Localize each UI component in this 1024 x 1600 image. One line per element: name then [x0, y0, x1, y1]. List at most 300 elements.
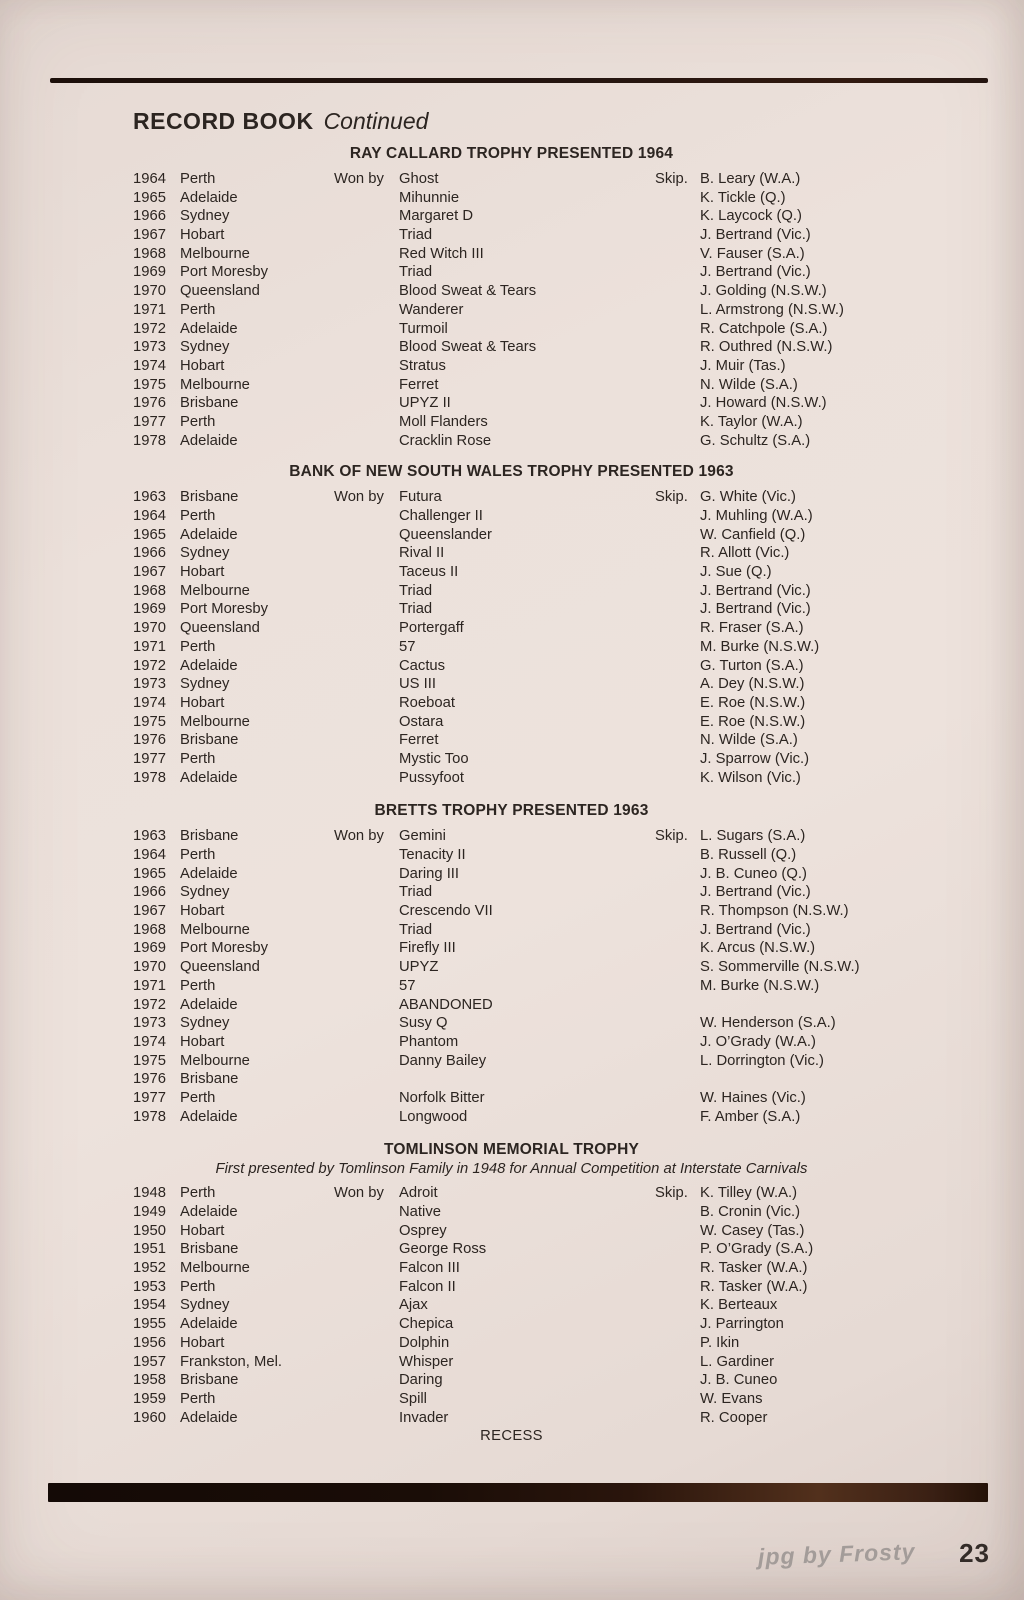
won-by-label — [334, 977, 399, 996]
row-skipper: S. Sommerville (N.S.W.) — [700, 959, 860, 976]
skip-label — [655, 1334, 700, 1353]
won-by-label: Won by — [334, 489, 384, 506]
row-year: 1974 — [133, 694, 166, 711]
row-boat: Ferret — [399, 732, 439, 749]
row-year: 1964 — [133, 171, 166, 187]
won-by-label — [334, 263, 399, 282]
won-by-label — [334, 713, 399, 732]
row-year: 1958 — [133, 1372, 166, 1389]
row-skipper: K. Tickle (Q.) — [700, 189, 786, 206]
row-year: 1973 — [133, 676, 166, 693]
row-year: 1968 — [133, 582, 166, 599]
skip-label — [655, 320, 700, 339]
skip-label — [655, 1070, 700, 1089]
row-year: 1977 — [133, 413, 166, 430]
row-city: Hobart — [180, 227, 225, 244]
row-boat: Native — [399, 1204, 441, 1220]
won-by-label — [334, 563, 399, 582]
row-city: Sydney — [180, 884, 230, 901]
row-skipper: K. Tilley (W.A.) — [700, 1185, 798, 1202]
skip-label — [655, 394, 700, 413]
skip-label — [655, 582, 700, 601]
row-year: 1967 — [133, 564, 166, 581]
row-boat: UPYZ — [399, 959, 439, 976]
skip-label — [655, 619, 700, 638]
row-city: Adelaide — [180, 526, 238, 543]
row-year: 1967 — [133, 903, 166, 920]
section-title: BANK OF NEW SOUTH WALES TROPHY PRESENTED 1963 — [289, 463, 734, 481]
row-skipper: N. Wilde (S.A.) — [700, 732, 798, 749]
row-boat: Gemini — [399, 828, 446, 845]
row-skipper: J. Muhling (W.A.) — [700, 508, 813, 524]
row-skipper: M. Burke (N.S.W.) — [700, 638, 820, 655]
row-boat: 57 — [399, 977, 416, 994]
section-rows — [133, 827, 890, 1126]
skip-label — [655, 1409, 700, 1428]
won-by-label — [334, 958, 399, 977]
row-boat: Ghost — [399, 171, 439, 187]
row-year: 1964 — [133, 847, 166, 863]
row-city: Perth — [180, 508, 216, 524]
row-boat: Daring III — [399, 865, 460, 882]
row-skipper: A. Dey (N.S.W.) — [700, 676, 805, 693]
won-by-label — [334, 921, 399, 940]
skip-label — [655, 1052, 700, 1071]
row-city: Brisbane — [180, 1241, 239, 1258]
skip-label — [655, 731, 700, 750]
row-city: Hobart — [180, 694, 225, 711]
won-by-label — [334, 883, 399, 902]
skip-label — [655, 357, 700, 376]
row-skipper: J. Bertrand (Vic.) — [700, 884, 811, 901]
row-city: Sydney — [180, 1297, 230, 1314]
skip-label — [655, 750, 700, 769]
row-city: Perth — [180, 750, 216, 767]
skip-label — [655, 865, 700, 884]
row-skipper: J. Bertrand (Vic.) — [700, 601, 811, 618]
skip-label — [655, 432, 700, 451]
row-year: 1970 — [133, 283, 166, 300]
row-year: 1953 — [133, 1278, 166, 1295]
row-skipper: M. Burke (N.S.W.) — [700, 977, 820, 994]
skip-label — [655, 846, 700, 865]
page-title-continued: Continued — [323, 108, 429, 134]
row-boat: George Ross — [399, 1241, 487, 1258]
skip-label — [655, 338, 700, 357]
row-boat: Portergaff — [399, 620, 464, 637]
row-year: 1969 — [133, 264, 166, 281]
won-by-label — [334, 1222, 399, 1241]
row-city: Adelaide — [180, 432, 238, 449]
won-by-label — [334, 357, 399, 376]
row-boat: ABANDONED — [399, 996, 493, 1013]
row-skipper: W. Haines (Vic.) — [700, 1089, 806, 1106]
won-by-label — [334, 638, 399, 657]
skip-label: Skip. — [655, 1185, 688, 1202]
row-city: Brisbane — [180, 1372, 239, 1389]
won-by-label — [334, 282, 399, 301]
row-city: Brisbane — [180, 732, 239, 749]
page-title: RECORD BOOK — [133, 108, 314, 134]
row-year: 1975 — [133, 713, 166, 730]
row-year: 1977 — [133, 750, 166, 767]
row-boat: US III — [399, 676, 436, 693]
row-year: 1965 — [133, 865, 166, 882]
row-year: 1952 — [133, 1260, 166, 1277]
row-skipper: K. Berteaux — [700, 1297, 778, 1314]
row-boat: Ajax — [399, 1297, 428, 1314]
row-year: 1955 — [133, 1316, 166, 1333]
skip-label — [655, 413, 700, 432]
row-year: 1974 — [133, 1033, 166, 1050]
row-year: 1968 — [133, 245, 166, 262]
row-skipper: R. Tasker (W.A.) — [700, 1260, 808, 1277]
row-boat: Longwood — [399, 1108, 468, 1125]
won-by-label — [334, 769, 399, 788]
skip-label — [655, 1390, 700, 1409]
row-boat: 57 — [399, 638, 416, 655]
row-boat: Triad — [399, 601, 433, 618]
row-year: 1964 — [133, 508, 166, 524]
row-city: Hobart — [180, 903, 225, 920]
section-rows — [133, 488, 890, 787]
skip-label — [655, 544, 700, 563]
row-skipper: B. Cronin (Vic.) — [700, 1204, 801, 1220]
section-title: BRETTS TROPHY PRESENTED 1963 — [374, 802, 649, 820]
won-by-label — [334, 1014, 399, 1033]
row-year: 1972 — [133, 996, 166, 1013]
row-boat: Stratus — [399, 357, 446, 374]
skip-label — [655, 1259, 700, 1278]
row-skipper: B. Russell (Q.) — [700, 847, 797, 863]
row-year: 1972 — [133, 320, 166, 337]
won-by-label — [334, 619, 399, 638]
row-boat: Challenger II — [399, 508, 483, 524]
skip-label — [655, 526, 700, 545]
won-by-label: Won by — [334, 171, 384, 187]
won-by-label — [334, 1070, 399, 1089]
skip-label — [655, 1240, 700, 1259]
row-skipper: R. Outhred (N.S.W.) — [700, 339, 833, 356]
row-boat: Chepica — [399, 1316, 454, 1333]
trophy-section — [133, 145, 890, 450]
row-skipper: J. Bertrand (Vic.) — [700, 227, 811, 244]
row-boat: Wanderer — [399, 301, 464, 318]
row-city: Frankston, Mel. — [180, 1353, 282, 1370]
row-city: Adelaide — [180, 657, 238, 674]
won-by-label — [334, 320, 399, 339]
row-city: Melbourne — [180, 582, 250, 599]
skip-label — [655, 958, 700, 977]
page-header — [133, 108, 428, 135]
row-city: Sydney — [180, 545, 230, 562]
won-by-label — [334, 432, 399, 451]
won-by-label — [334, 582, 399, 601]
row-city: Perth — [180, 977, 216, 994]
row-boat: Triad — [399, 264, 433, 281]
won-by-label — [334, 600, 399, 619]
row-skipper: W. Canfield (Q.) — [700, 526, 806, 543]
scan-credit: jpg by Frosty — [757, 1538, 916, 1570]
row-city: Adelaide — [180, 1409, 238, 1426]
row-skipper: G. Turton (S.A.) — [700, 657, 804, 674]
won-by-label — [334, 1203, 399, 1222]
row-boat: Daring — [399, 1372, 443, 1389]
skip-label — [655, 600, 700, 619]
row-boat: Moll Flanders — [399, 413, 488, 430]
won-by-label — [334, 1371, 399, 1390]
row-year: 1957 — [133, 1353, 166, 1370]
row-boat: Norfolk Bitter — [399, 1089, 485, 1106]
row-year: 1951 — [133, 1241, 166, 1258]
won-by-label — [334, 245, 399, 264]
row-year: 1975 — [133, 1052, 166, 1069]
row-city: Perth — [180, 1089, 216, 1106]
skip-label — [655, 1203, 700, 1222]
row-skipper: R. Catchpole (S.A.) — [700, 320, 828, 337]
row-year: 1969 — [133, 940, 166, 957]
row-city: Sydney — [180, 208, 230, 225]
row-boat: Triad — [399, 884, 433, 901]
skip-label — [655, 376, 700, 395]
won-by-label — [334, 1033, 399, 1052]
row-boat: Susy Q — [399, 1015, 448, 1032]
section-title: TOMLINSON MEMORIAL TROPHY — [383, 1141, 639, 1159]
row-boat: Cactus — [399, 657, 446, 674]
won-by-label — [334, 1259, 399, 1278]
row-city: Hobart — [180, 357, 225, 374]
skip-label — [655, 675, 700, 694]
row-city: Melbourne — [180, 1052, 250, 1069]
row-year: 1974 — [133, 357, 166, 374]
skip-label — [655, 226, 700, 245]
row-year: 1975 — [133, 376, 166, 393]
row-city: Hobart — [180, 1033, 225, 1050]
row-year: 1978 — [133, 769, 166, 786]
row-city: Adelaide — [180, 1316, 238, 1333]
skip-label — [655, 507, 700, 526]
trophy-section — [133, 463, 890, 787]
row-year: 1972 — [133, 657, 166, 674]
skip-label — [655, 1353, 700, 1372]
row-city: Adelaide — [180, 320, 238, 337]
row-year: 1977 — [133, 1089, 166, 1106]
row-boat: Ostara — [399, 713, 444, 730]
skip-label — [655, 921, 700, 940]
row-city: Hobart — [180, 1334, 225, 1351]
row-skipper: E. Roe (N.S.W.) — [700, 713, 806, 730]
won-by-label — [334, 731, 399, 750]
skip-label — [655, 638, 700, 657]
row-city: Brisbane — [180, 828, 239, 845]
row-skipper: L. Armstrong (N.S.W.) — [700, 301, 844, 318]
row-skipper: J. B. Cuneo (Q.) — [700, 865, 807, 882]
row-skipper — [700, 996, 890, 1015]
row-city: Port Moresby — [180, 264, 268, 281]
row-city: Sydney — [180, 676, 230, 693]
row-city: Perth — [180, 847, 216, 863]
row-city: Adelaide — [180, 769, 238, 786]
row-skipper: G. Schultz (S.A.) — [700, 432, 811, 449]
row-year: 1976 — [133, 1071, 166, 1088]
row-year: 1973 — [133, 1015, 166, 1032]
row-skipper: W. Evans — [700, 1390, 763, 1407]
row-city: Port Moresby — [180, 601, 268, 618]
row-city: Perth — [180, 413, 216, 430]
row-boat: Ferret — [399, 376, 439, 393]
section-rows — [133, 170, 890, 450]
row-city: Perth — [180, 1390, 216, 1407]
won-by-label: Won by — [334, 1185, 384, 1202]
skip-label — [655, 902, 700, 921]
won-by-label — [334, 1278, 399, 1297]
row-skipper: K. Laycock (Q.) — [700, 208, 802, 225]
row-year: 1965 — [133, 526, 166, 543]
row-boat: Margaret D — [399, 208, 474, 225]
won-by-label — [334, 376, 399, 395]
row-boat: Firefly III — [399, 940, 456, 957]
row-year: 1976 — [133, 395, 166, 412]
row-skipper: N. Wilde (S.A.) — [700, 376, 798, 393]
row-city: Perth — [180, 638, 216, 655]
skip-label — [655, 657, 700, 676]
row-year: 1970 — [133, 959, 166, 976]
trophy-section — [133, 802, 890, 1126]
row-boat: Red Witch III — [399, 245, 484, 262]
row-boat: Turmoil — [399, 320, 448, 337]
row-city: Hobart — [180, 564, 225, 581]
won-by-label — [334, 939, 399, 958]
row-skipper: E. Roe (N.S.W.) — [700, 694, 806, 711]
top-divider-rule — [50, 78, 988, 83]
row-year: 1948 — [133, 1185, 166, 1202]
row-skipper: V. Fauser (S.A.) — [700, 245, 805, 262]
row-city: Queensland — [180, 283, 260, 300]
row-skipper: B. Leary (W.A.) — [700, 171, 801, 187]
row-skipper: J. Sue (Q.) — [700, 564, 772, 581]
won-by-label — [334, 507, 399, 526]
skip-label — [655, 996, 700, 1015]
row-city: Melbourne — [180, 376, 250, 393]
skip-label — [655, 245, 700, 264]
row-boat: Triad — [399, 921, 433, 938]
row-year: 1976 — [133, 732, 166, 749]
row-boat: Falcon III — [399, 1260, 460, 1277]
row-city: Melbourne — [180, 921, 250, 938]
skip-label — [655, 1315, 700, 1334]
won-by-label — [334, 675, 399, 694]
won-by-label — [334, 1240, 399, 1259]
row-city: Melbourne — [180, 245, 250, 262]
skip-label — [655, 1371, 700, 1390]
row-boat: Invader — [399, 1409, 449, 1426]
skip-label: Skip. — [655, 489, 688, 506]
section-rows — [133, 1184, 890, 1427]
trophy-section — [133, 1141, 890, 1427]
row-city: Melbourne — [180, 713, 250, 730]
won-by-label — [334, 1353, 399, 1372]
row-year: 1954 — [133, 1297, 166, 1314]
row-skipper: J. Golding (N.S.W.) — [700, 283, 827, 300]
row-city: Adelaide — [180, 996, 238, 1013]
row-boat: Whisper — [399, 1353, 454, 1370]
row-skipper: J. Sparrow (Vic.) — [700, 750, 810, 767]
recess-label: RECESS — [480, 1428, 543, 1445]
skip-label — [655, 1089, 700, 1108]
row-city: Port Moresby — [180, 940, 268, 957]
won-by-label — [334, 1315, 399, 1334]
row-boat: Pussyfoot — [399, 769, 464, 786]
row-skipper: L. Dorrington (Vic.) — [700, 1052, 824, 1069]
row-skipper: W. Henderson (S.A.) — [700, 1015, 836, 1032]
row-year: 1949 — [133, 1204, 166, 1220]
row-city: Perth — [180, 301, 216, 318]
row-boat: Taceus II — [399, 564, 459, 581]
row-skipper: W. Casey (Tas.) — [700, 1222, 805, 1239]
row-boat: Blood Sweat & Tears — [399, 339, 537, 356]
skip-label — [655, 883, 700, 902]
row-city: Adelaide — [180, 1108, 238, 1125]
row-boat: Cracklin Rose — [399, 432, 492, 449]
row-year: 1966 — [133, 884, 166, 901]
won-by-label — [334, 750, 399, 769]
won-by-label — [334, 1409, 399, 1428]
skip-label — [655, 1222, 700, 1241]
row-skipper: F. Amber (S.A.) — [700, 1108, 801, 1125]
row-year: 1973 — [133, 339, 166, 356]
row-skipper: J. Muir (Tas.) — [700, 357, 786, 374]
row-skipper: K. Taylor (W.A.) — [700, 413, 803, 430]
row-skipper: J. O’Grady (W.A.) — [700, 1033, 816, 1050]
row-city: Perth — [180, 171, 216, 187]
row-boat: Tenacity II — [399, 847, 466, 863]
skip-label — [655, 563, 700, 582]
row-skipper: R. Fraser (S.A.) — [700, 620, 804, 637]
row-skipper: J. Howard (N.S.W.) — [700, 395, 827, 412]
row-boat: Blood Sweat & Tears — [399, 283, 537, 300]
row-year: 1968 — [133, 921, 166, 938]
row-year: 1971 — [133, 977, 166, 994]
row-boat: Queenslander — [399, 526, 492, 543]
trophy-sections — [133, 140, 890, 1444]
row-boat: Roeboat — [399, 694, 455, 711]
won-by-label — [334, 1089, 399, 1108]
row-city: Brisbane — [180, 489, 239, 506]
row-city: Sydney — [180, 1015, 230, 1032]
row-boat: Crescendo VII — [399, 903, 493, 920]
row-year: 1966 — [133, 208, 166, 225]
won-by-label — [334, 1108, 399, 1127]
row-year: 1971 — [133, 638, 166, 655]
row-skipper: K. Arcus (N.S.W.) — [700, 940, 816, 957]
row-skipper: K. Wilson (Vic.) — [700, 769, 801, 786]
page-number: 23 — [959, 1538, 990, 1568]
skip-label — [655, 713, 700, 732]
row-year: 1966 — [133, 545, 166, 562]
won-by-label — [334, 1296, 399, 1315]
row-boat: Dolphin — [399, 1334, 450, 1351]
row-boat: Adroit — [399, 1185, 438, 1202]
skip-label — [655, 1296, 700, 1315]
row-skipper — [700, 1070, 890, 1089]
won-by-label — [334, 301, 399, 320]
skip-label — [655, 301, 700, 320]
row-boat: Mihunnie — [399, 189, 460, 206]
row-city: Queensland — [180, 959, 260, 976]
skip-label — [655, 977, 700, 996]
row-year: 1971 — [133, 301, 166, 318]
won-by-label — [334, 189, 399, 208]
